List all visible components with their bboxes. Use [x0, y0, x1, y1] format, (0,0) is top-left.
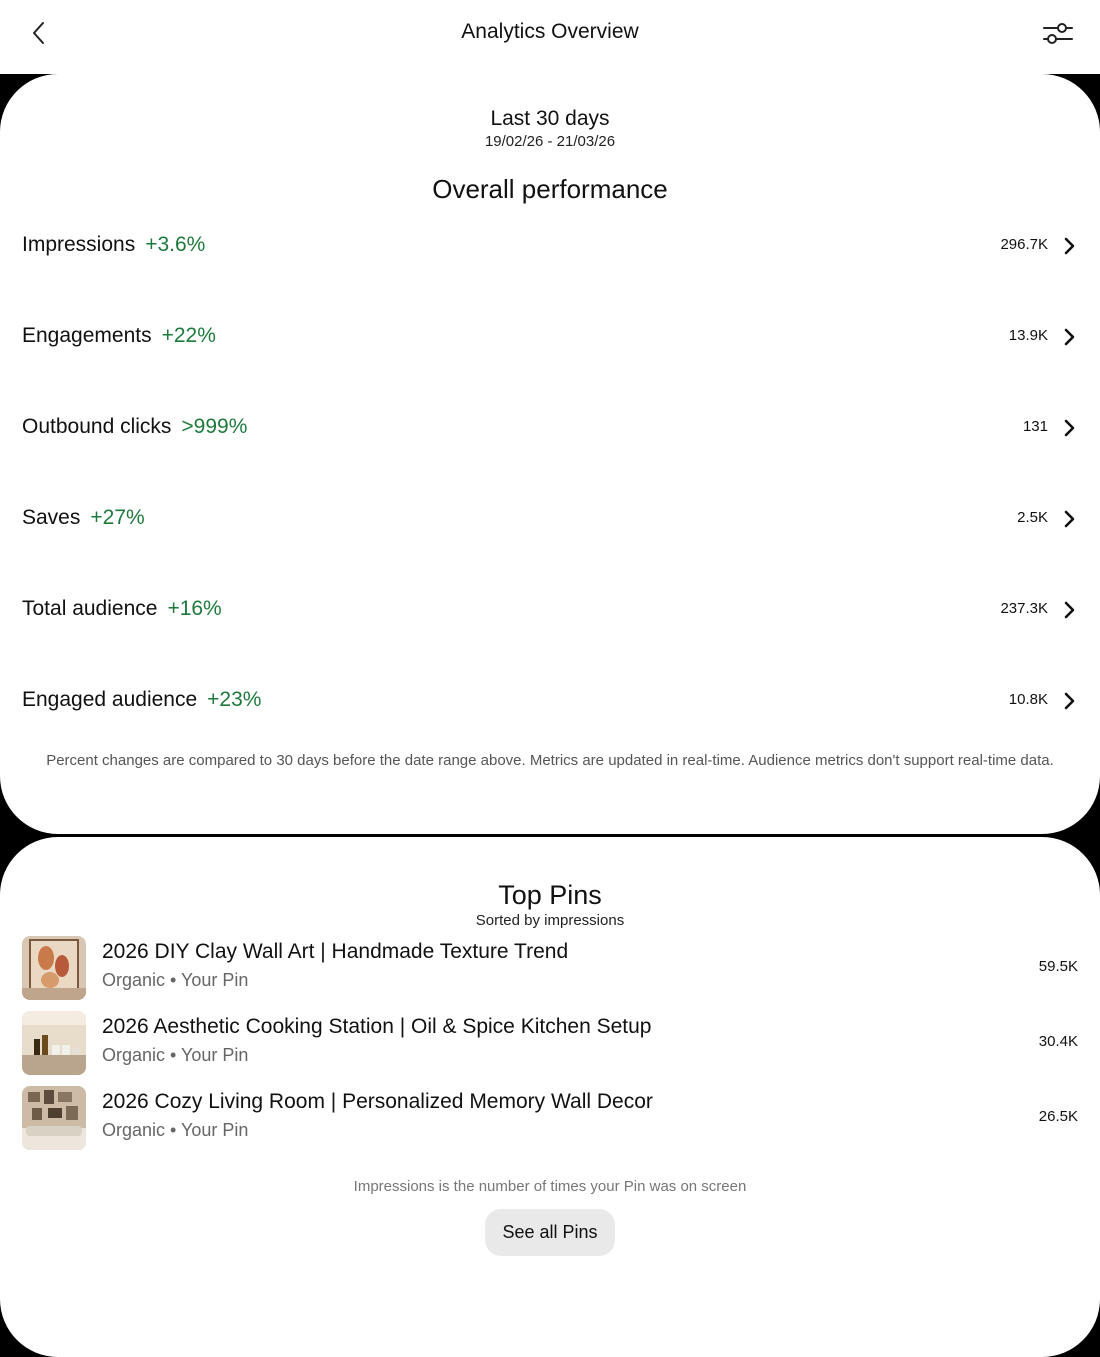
- metric-change: +16%: [167, 597, 222, 620]
- chevron-right-icon: [1062, 690, 1076, 712]
- top-pins-card: [0, 837, 1100, 1357]
- pin-title: 2026 Aesthetic Cooking Station | Oil & Spice Kitchen Setup: [102, 1015, 652, 1038]
- metric-label: Saves: [22, 506, 81, 529]
- pin-thumbnail: [22, 1086, 86, 1150]
- metric-row-outbound-clicks[interactable]: [0, 403, 1100, 463]
- page-title: Analytics Overview: [461, 20, 639, 43]
- pin-title: 2026 DIY Clay Wall Art | Handmade Texture Trend: [102, 940, 569, 963]
- pin-thumbnail: [22, 1011, 86, 1075]
- top-pins-sort-label: Sorted by impressions: [475, 912, 625, 929]
- metric-label: Total audience: [22, 597, 158, 620]
- metric-label: Engaged audience: [22, 688, 198, 711]
- pin-source: Organic: [102, 1120, 166, 1140]
- pin-owner: Your Pin: [181, 1045, 249, 1065]
- sliders-icon: [1038, 16, 1078, 50]
- chevron-right-icon: [1062, 599, 1076, 621]
- metric-row-total-audience[interactable]: [0, 585, 1100, 645]
- pin-impressions: 30.4K: [1038, 1033, 1078, 1050]
- metric-value: 2.5K: [1017, 509, 1048, 526]
- metric-label: Impressions: [22, 233, 136, 256]
- pin-owner: Your Pin: [181, 970, 249, 990]
- metric-value: 10.8K: [1008, 691, 1048, 708]
- impressions-note: Impressions is the number of times your Pin was on screen: [353, 1178, 747, 1195]
- pin-row[interactable]: 2026 Cozy Living Room | Personalized Memory Wall Decor Organic • Your Pin 26.5K: [0, 1086, 1100, 1154]
- chevron-right-icon: [1062, 326, 1076, 348]
- pin-owner: Your Pin: [181, 1120, 249, 1140]
- metric-value: 237.3K: [1000, 600, 1048, 617]
- pin-thumbnail: [22, 936, 86, 1000]
- chevron-right-icon: [1062, 417, 1076, 439]
- metric-row-engagements[interactable]: [0, 312, 1100, 372]
- pin-row[interactable]: 2026 DIY Clay Wall Art | Handmade Texture Trend Organic • Your Pin 59.5K: [0, 936, 1100, 1004]
- pin-source: Organic: [102, 1045, 166, 1065]
- metric-value: 296.7K: [1000, 236, 1048, 253]
- metric-label: Outbound clicks: [22, 415, 172, 438]
- pin-title: 2026 Cozy Living Room | Personalized Memory Wall Decor: [102, 1090, 653, 1113]
- overview-card: [0, 74, 1100, 834]
- metric-change: +22%: [161, 324, 216, 347]
- metric-value: 131: [1022, 418, 1048, 435]
- metric-change: +3.6%: [145, 233, 206, 256]
- chevron-right-icon: [1062, 508, 1076, 530]
- overall-performance-heading: Overall performance: [432, 174, 668, 204]
- metric-row-impressions[interactable]: [0, 221, 1100, 281]
- date-range-dates: 19/02/26 - 21/03/26: [484, 133, 616, 150]
- pin-source: Organic: [102, 970, 166, 990]
- metric-row-saves[interactable]: [0, 494, 1100, 554]
- metric-label: Engagements: [22, 324, 152, 347]
- top-pins-heading: Top Pins: [498, 880, 602, 910]
- metric-change: >999%: [181, 415, 248, 438]
- metric-value: 13.9K: [1008, 327, 1048, 344]
- pin-impressions: 26.5K: [1038, 1108, 1078, 1125]
- see-all-pins-button[interactable]: See all Pins: [485, 1209, 615, 1256]
- chevron-right-icon: [1062, 235, 1076, 257]
- metric-row-engaged-audience[interactable]: [0, 676, 1100, 736]
- metric-change: +23%: [207, 688, 262, 711]
- pin-impressions: 59.5K: [1038, 958, 1078, 975]
- date-range-title[interactable]: Last 30 days: [490, 107, 610, 130]
- metric-change: +27%: [90, 506, 145, 529]
- metrics-disclaimer: Percent changes are compared to 30 days before the date range above. Metrics are updated in real-time. Audience metrics don't support real-time data.: [46, 752, 1054, 769]
- top-bar: [0, 0, 1100, 74]
- filter-button[interactable]: [1038, 16, 1078, 50]
- pin-row[interactable]: 2026 Aesthetic Cooking Station | Oil & Spice Kitchen Setup Organic • Your Pin 30.4K: [0, 1011, 1100, 1079]
